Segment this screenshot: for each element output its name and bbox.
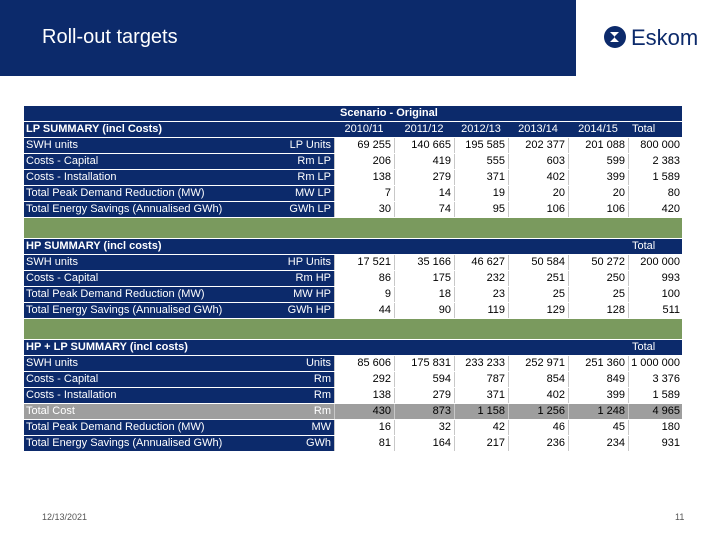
table-cell: 95: [454, 202, 508, 217]
table-cell: 50 584: [508, 255, 568, 270]
table-cell: 251: [508, 271, 568, 286]
table-cell: 106: [568, 202, 628, 217]
table-cell: 20: [568, 186, 628, 201]
table-cell: 86: [334, 271, 394, 286]
table-cell: 81: [334, 436, 394, 451]
page-number: 11: [675, 512, 685, 522]
row-unit: Rm LP: [297, 155, 331, 167]
row-unit: LP Units: [289, 139, 331, 151]
year-header: 2011/12: [404, 123, 444, 135]
table-cell: 402: [508, 170, 568, 185]
table-cell: 14: [394, 186, 454, 201]
row-label: Costs - Capital: [26, 272, 99, 284]
table-cell-total: 1 000 000: [628, 356, 682, 371]
table-cell: 17 521: [334, 255, 394, 270]
combined-heading: HP + LP SUMMARY (incl costs): [26, 341, 188, 353]
row-unit: Rm LP: [297, 171, 331, 183]
table-cell: 1 248: [568, 404, 628, 419]
row-unit: Rm: [313, 373, 331, 385]
table-cell: 292: [334, 372, 394, 387]
row-label: Costs - Installation: [26, 389, 117, 401]
table-cell: 175: [394, 271, 454, 286]
table-cell: 279: [394, 170, 454, 185]
table-cell: 206: [334, 154, 394, 169]
table-cell: 175 831: [394, 356, 454, 371]
table-cell: 371: [454, 170, 508, 185]
table-cell: 279: [394, 388, 454, 403]
logo-text: Eskom: [631, 25, 699, 50]
table-cell: 74: [394, 202, 454, 217]
total-header: Total: [632, 240, 656, 252]
lp-heading: LP SUMMARY (incl Costs): [26, 123, 163, 135]
row-unit: GWh HP: [287, 304, 331, 316]
table-cell: 45: [568, 420, 628, 435]
table-cell: 164: [394, 436, 454, 451]
eskom-logo-icon: [603, 25, 627, 49]
table-cell: 20: [508, 186, 568, 201]
table-cell: 399: [568, 388, 628, 403]
table-row: [24, 287, 682, 303]
table-row: [24, 170, 682, 186]
table-cell-total: 993: [628, 271, 682, 286]
table-cell: 371: [454, 388, 508, 403]
slide-title: Roll-out targets: [42, 26, 178, 48]
row-label: Total Peak Demand Reduction (MW): [26, 421, 205, 433]
table-cell: 599: [568, 154, 628, 169]
table-cell: 18: [394, 287, 454, 302]
table-cell: 69 255: [334, 138, 394, 153]
row-label: SWH units: [26, 256, 78, 268]
table-cell: 419: [394, 154, 454, 169]
table-cell-total: 100: [628, 287, 682, 302]
table-cell: 252 971: [508, 356, 568, 371]
table-cell: 46: [508, 420, 568, 435]
table-cell: 106: [508, 202, 568, 217]
table-cell: 85 606: [334, 356, 394, 371]
table-cell: 430: [334, 404, 394, 419]
table-cell: 854: [508, 372, 568, 387]
year-header: 2014/15: [578, 123, 618, 135]
table-cell: 1 256: [508, 404, 568, 419]
table-cell: 138: [334, 388, 394, 403]
row-unit: Rm: [313, 405, 331, 417]
row-unit: MW HP: [293, 288, 331, 300]
table-row: [24, 202, 682, 218]
section-separator: [24, 319, 682, 340]
table-cell: 140 665: [394, 138, 454, 153]
table-cell: 233 233: [454, 356, 508, 371]
row-label: Total Cost: [26, 405, 75, 417]
table-row: [24, 303, 682, 319]
table-cell: 129: [508, 303, 568, 318]
table-row: [24, 436, 682, 452]
table-cell: 402: [508, 388, 568, 403]
total-header: Total: [632, 123, 656, 135]
row-label: Total Energy Savings (Annualised GWh): [26, 437, 223, 449]
row-label: SWH units: [26, 139, 78, 151]
year-header: 2010/11: [344, 123, 384, 135]
logo: [576, 0, 720, 76]
row-unit: Rm: [313, 389, 331, 401]
table-cell: 555: [454, 154, 508, 169]
row-unit: MW: [311, 421, 331, 433]
table-cell: 128: [568, 303, 628, 318]
table-cell: 603: [508, 154, 568, 169]
table-cell-total: 1 589: [628, 170, 682, 185]
table-cell: 42: [454, 420, 508, 435]
table-row: [24, 372, 682, 388]
row-label: Total Peak Demand Reduction (MW): [26, 288, 205, 300]
table-cell: 1 158: [454, 404, 508, 419]
table-cell: 594: [394, 372, 454, 387]
table-cell-total: 3 376: [628, 372, 682, 387]
table-row: [24, 420, 682, 436]
row-unit: GWh LP: [289, 203, 331, 215]
row-label: Costs - Capital: [26, 155, 99, 167]
table-cell: 849: [568, 372, 628, 387]
table-cell: 7: [334, 186, 394, 201]
table-cell-total: 180: [628, 420, 682, 435]
table-row: [24, 186, 682, 202]
rollout-targets-table: [24, 106, 682, 458]
row-unit: Rm HP: [295, 272, 331, 284]
section-separator: [24, 218, 682, 239]
table-cell: 35 166: [394, 255, 454, 270]
table-cell: 44: [334, 303, 394, 318]
table-cell: 138: [334, 170, 394, 185]
table-cell-total: 80: [628, 186, 682, 201]
table-cell: 201 088: [568, 138, 628, 153]
row-label: Costs - Installation: [26, 171, 117, 183]
table-cell: 119: [454, 303, 508, 318]
table-cell-total: 511: [628, 303, 682, 318]
row-label: Total Peak Demand Reduction (MW): [26, 187, 205, 199]
table-cell: 19: [454, 186, 508, 201]
footer-date: 12/13/2021: [42, 512, 88, 522]
table-row: [24, 388, 682, 404]
table-row: [24, 356, 682, 372]
table-row: [24, 255, 682, 271]
table-cell-total: 931: [628, 436, 682, 451]
table-cell: 787: [454, 372, 508, 387]
table-cell-total: 200 000: [628, 255, 682, 270]
table-cell-total: 1 589: [628, 388, 682, 403]
combined-heading-row: [24, 340, 682, 356]
lp-heading-row: [24, 122, 682, 138]
scenario-header-row: [24, 106, 682, 122]
table-row: [24, 154, 682, 170]
table-cell: 46 627: [454, 255, 508, 270]
table-cell: 195 585: [454, 138, 508, 153]
row-unit: GWh: [305, 437, 331, 449]
row-unit: MW LP: [294, 187, 331, 199]
row-label: Total Energy Savings (Annualised GWh): [26, 304, 223, 316]
table-cell-total: 2 383: [628, 154, 682, 169]
table-cell: 25: [508, 287, 568, 302]
table-cell: 23: [454, 287, 508, 302]
row-unit: Units: [305, 357, 331, 369]
table-cell-total: 4 965: [628, 404, 682, 419]
table-cell: 25: [568, 287, 628, 302]
hp-heading-row: [24, 239, 682, 255]
row-label: Total Energy Savings (Annualised GWh): [26, 203, 223, 215]
table-cell: 16: [334, 420, 394, 435]
table-cell: 90: [394, 303, 454, 318]
table-cell: 234: [568, 436, 628, 451]
table-cell: 30: [334, 202, 394, 217]
slide-header: [0, 0, 720, 76]
table-cell: 202 377: [508, 138, 568, 153]
year-header: 2013/14: [518, 123, 558, 135]
row-label: Costs - Capital: [26, 373, 99, 385]
total-header: Total: [632, 341, 656, 353]
row-label: SWH units: [26, 357, 78, 369]
table-cell: 399: [568, 170, 628, 185]
year-header: 2012/13: [461, 123, 501, 135]
table-cell-total: 800 000: [628, 138, 682, 153]
hp-heading: HP SUMMARY (incl costs): [26, 240, 162, 252]
table-cell: 873: [394, 404, 454, 419]
table-cell: 250: [568, 271, 628, 286]
table-cell: 217: [454, 436, 508, 451]
table-row-highlight: [24, 404, 682, 420]
table-cell-total: 420: [628, 202, 682, 217]
table-row: [24, 271, 682, 287]
table-cell: 32: [394, 420, 454, 435]
row-unit: HP Units: [287, 256, 331, 268]
table-cell: 50 272: [568, 255, 628, 270]
table-cell: 251 360: [568, 356, 628, 371]
table-cell: 236: [508, 436, 568, 451]
table-cell: 9: [334, 287, 394, 302]
table-row: [24, 138, 682, 154]
table-cell: 232: [454, 271, 508, 286]
scenario-label: Scenario - Original: [340, 107, 438, 119]
